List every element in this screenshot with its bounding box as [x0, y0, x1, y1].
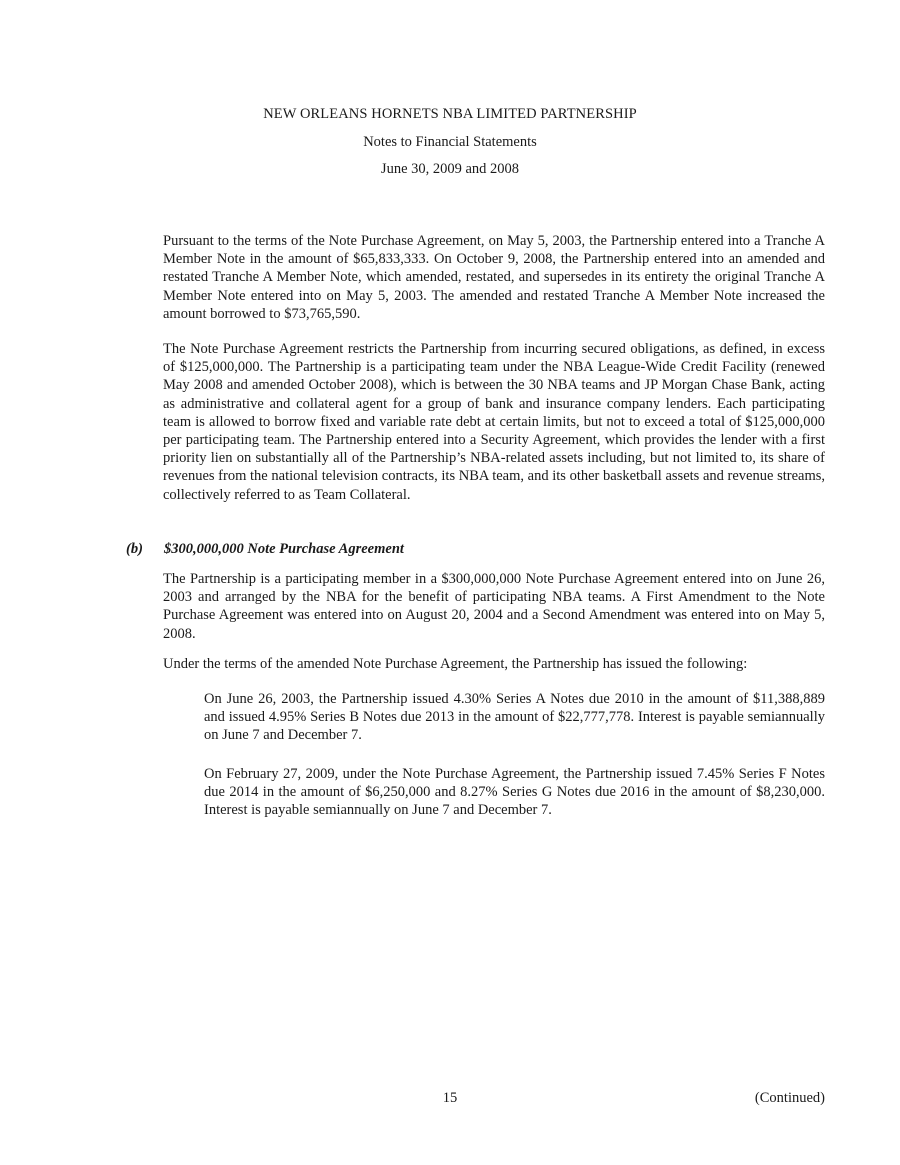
document-title: NEW ORLEANS HORNETS NBA LIMITED PARTNERSHIP [263, 106, 637, 122]
paragraph-issued-following: Under the terms of the amended Note Purchase Agreement, the Partnership has issued the following: [163, 656, 748, 672]
paragraph-secured-obligations: The Note Purchase Agreement restricts the Partnership from incurring secured obligations, as defined, in excess of $125,000,000. The Partnership is a participating team under the NBA League-Wide Credit Facility (renewed May 2008 and amended October 2008), which is between the 30 NBA teams and JP Morgan Chase Bank, acting as administrative and collateral agent for a group of bank and insurance company lenders. Each participating team is allowed to borrow fixed and variable rate debt at certain limits, but not to exceed a total of $125,000,000 per participating team. The Partnership entered into a Security Agreement, which provides the lender with a first priority lien on substantially all of the Partnership’s NBA-related assets including, but not limited to, its share of revenues from the national television contracts, its NBA team, and its other basketball assets and revenue streams, collectively referred to as Team Collateral. [163, 341, 825, 503]
page-number: 15 [442, 1090, 458, 1106]
document-date: June 30, 2009 and 2008 [380, 161, 520, 177]
document-subtitle: Notes to Financial Statements [363, 134, 537, 150]
paragraph-tranche-a-note: Pursuant to the terms of the Note Purchase Agreement, on May 5, 2003, the Partnership entered into a Tranche A Member Note in the amount of $65,833,333. On October 9, 2008, the Partnership entered into an amended and restated Tranche A Member Note, which amended, restated, and supersedes in its entirety the original Tranche A Member Note entered into on May 5, 2003. The amended and restated Tranche A Member Note increased the amount borrowed to $73,765,590. [163, 233, 825, 322]
paragraph-series-f-g-notes: On February 27, 2009, under the Note Purchase Agreement, the Partnership issued 7.45% Series F Notes due 2014 in the amount of $6,250,000 and 8.27% Series G Notes due 2016 in the amount of $8,230,000. Interest is payable semiannually on June 7 and December 7. [204, 766, 825, 819]
paragraph-series-a-b-notes: On June 26, 2003, the Partnership issued 4.30% Series A Notes due 2010 in the amount of $11,388,889 and issued 4.95% Series B Notes due 2013 in the amount of $22,777,778. Interest is payable semiannually on June 7 and December 7. [204, 691, 825, 744]
paragraph-note-purchase-agreement: The Partnership is a participating member in a $300,000,000 Note Purchase Agreement entered into on June 26, 2003 and arranged by the NBA for the benefit of participating NBA teams. A First Amendment to the Note Purchase Agreement was entered into on August 20, 2004 and a Second Amendment was entered into on May 5, 2008. [163, 571, 825, 642]
continued-label: (Continued) [754, 1090, 825, 1106]
section-title: $300,000,000 Note Purchase Agreement [164, 541, 404, 557]
section-label: (b) [126, 541, 143, 557]
